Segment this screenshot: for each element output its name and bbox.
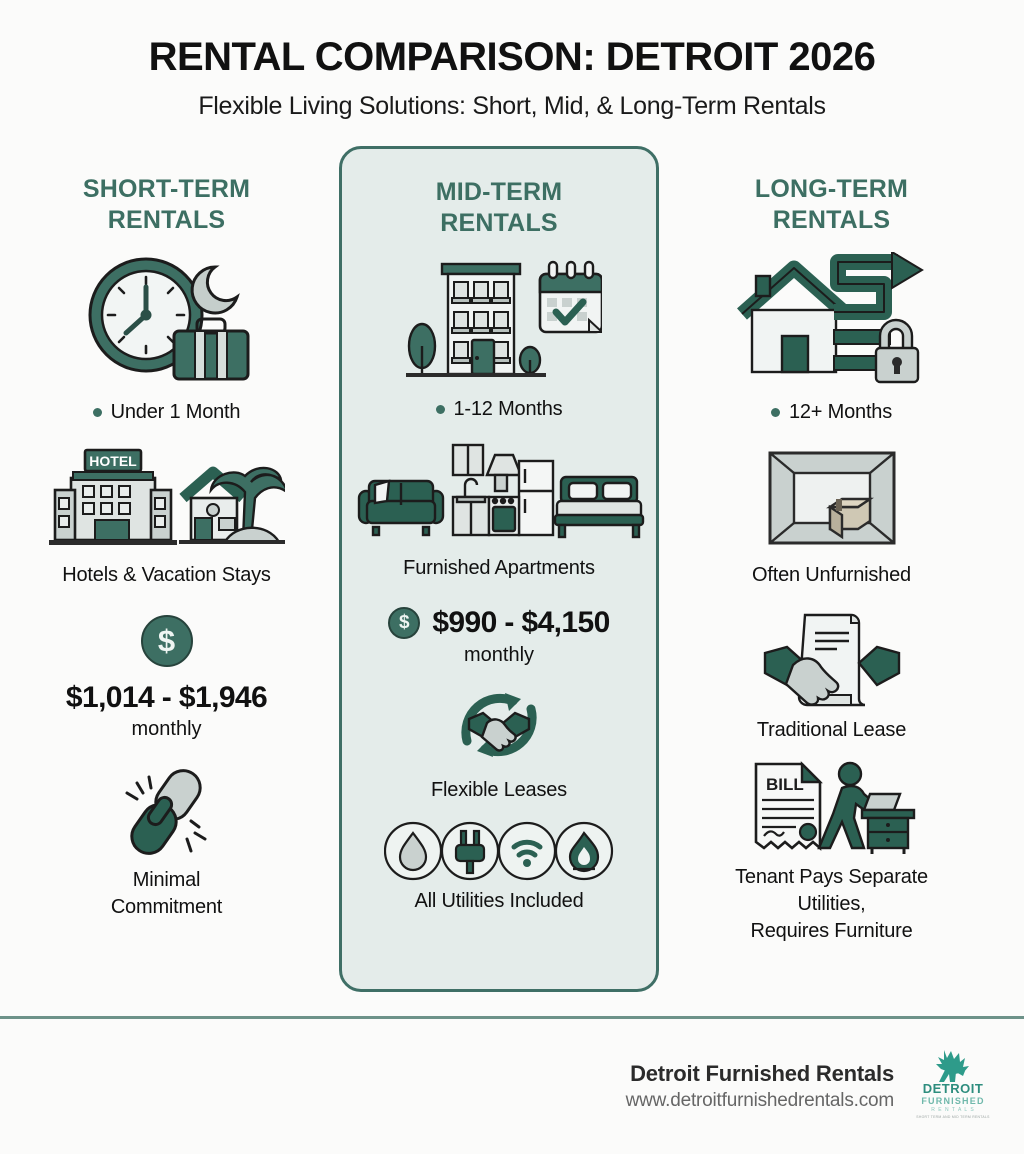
svg-text:BILL: BILL <box>765 774 804 794</box>
column-heading-mid-term <box>436 177 563 240</box>
feature-label-mid-term: Flexible Leases <box>431 778 567 801</box>
dollar-sign-glyph: $ <box>141 615 193 667</box>
heading-line-2: RENTALS <box>440 209 558 238</box>
footer <box>0 1019 1024 1154</box>
bullet-icon <box>436 405 445 414</box>
apartment-building-calendar-icon <box>396 248 602 388</box>
heading-line-1: SHORT-TERM <box>82 175 251 203</box>
duration-row-mid-term <box>436 396 563 423</box>
logo-line-1: DETROIT <box>922 1080 984 1096</box>
bullet-icon <box>771 408 780 417</box>
column-mid-term[interactable] <box>339 146 659 992</box>
clock-moon-suitcase-icon <box>78 249 256 389</box>
heading-line-2: RENTALS <box>107 206 226 235</box>
feature-line-3: Requires Furniture <box>750 919 913 942</box>
feature2-label-mid-term: All Utilities Included <box>414 889 584 912</box>
footer-text <box>626 1061 894 1112</box>
duration-label: 1-12 Months <box>453 397 563 420</box>
feature-label-short-term <box>111 867 222 921</box>
logo-line-2: FURNISHED <box>921 1095 985 1106</box>
bill-tenant-desk-icon <box>746 758 918 858</box>
wifi-dot <box>523 859 531 867</box>
hotel-vacation-house-icon <box>49 444 285 552</box>
heading-line-1: MID-TERM <box>435 178 563 206</box>
price-mid-term: $990 - $4,150 <box>432 605 610 639</box>
column-short-term <box>0 146 333 992</box>
handshake-cycle-icon <box>447 679 551 771</box>
price-row-mid-term <box>388 606 609 640</box>
brand-name: Detroit Furnished Rentals <box>630 1061 894 1086</box>
heading-line-2: RENTALS <box>772 206 891 235</box>
bullet-icon <box>93 408 102 417</box>
housing-label-mid-term: Furnished Apartments <box>403 556 595 579</box>
empty-room-box-icon <box>768 444 896 552</box>
logo-line-3: R E N T A L S <box>931 1107 975 1114</box>
comparison-columns <box>0 146 1024 992</box>
broken-chain-icon <box>111 763 223 859</box>
feature-line-2: Utilities, <box>797 892 866 915</box>
dollar-coin-icon: $ <box>388 607 420 639</box>
housing-label-long-term: Often Unfurnished <box>752 563 911 586</box>
column-heading-short-term <box>83 174 250 237</box>
sofa-kitchen-bed-icon <box>353 437 645 545</box>
price-short-term: $1,014 - $1,946 <box>65 680 268 714</box>
duration-label: Under 1 Month <box>110 400 241 423</box>
page-subtitle: Flexible Living Solutions: Short, Mid, & Long-Term Rentals <box>198 92 826 120</box>
feature-line-2: Commitment <box>110 895 223 918</box>
price-period-short-term: monthly <box>131 717 202 740</box>
contract-handshake-icon <box>757 607 907 711</box>
website-url[interactable]: www.detroitfurnishedrentals.com <box>625 1090 894 1111</box>
column-long-term <box>665 146 998 992</box>
duration-row-short-term <box>93 399 241 426</box>
utilities-icons <box>384 820 614 882</box>
duration-label: 12+ Months <box>788 400 893 423</box>
feature-label-long-term <box>735 864 928 945</box>
column-heading-long-term <box>755 174 908 237</box>
duration-row-long-term <box>771 399 892 426</box>
housing-label-short-term: Hotels & Vacation Stays <box>62 563 271 586</box>
lease-type-label-long-term: Traditional Lease <box>756 718 907 741</box>
svg-text:HOTEL: HOTEL <box>88 452 137 469</box>
company-logo <box>916 1048 990 1126</box>
house-arrow-lock-icon <box>736 249 928 389</box>
feature-line-1: Minimal <box>132 868 201 891</box>
price-period-mid-term: monthly <box>463 643 535 666</box>
dollar-coin-icon <box>141 615 193 667</box>
feature-line-1: Tenant Pays Separate <box>735 865 928 888</box>
page-title: RENTAL COMPARISON: DETROIT 2026 <box>148 35 876 79</box>
logo-tagline: SHORT TERM AND MID TERM RENTALS <box>916 1115 990 1120</box>
spirit-statue-icon <box>930 1048 976 1082</box>
heading-line-1: LONG-TERM <box>754 175 909 203</box>
